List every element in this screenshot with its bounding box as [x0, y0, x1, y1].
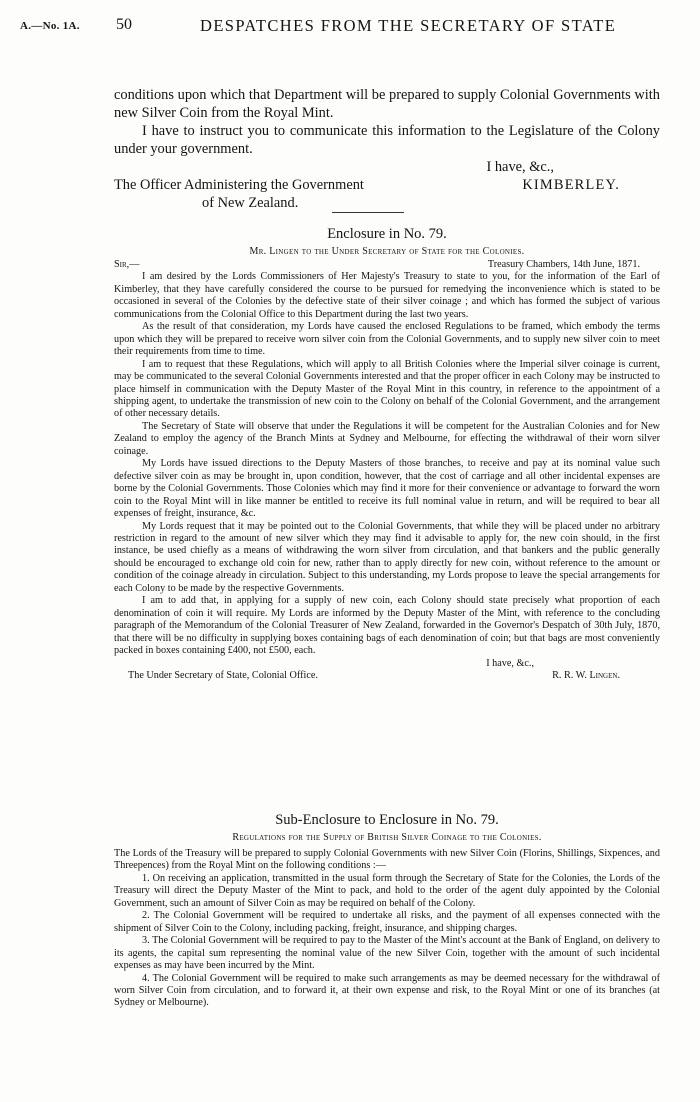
- despatch-addressee-colony: of New Zealand.: [202, 195, 299, 211]
- despatch-paragraph: I have to instruct you to communicate this information to the Legislature of the Colony under your government.: [114, 123, 660, 157]
- page-number: 50: [116, 16, 132, 33]
- enclosure-paragraph: The Secretary of State will observe that under the Regulations it will be competent for the Australian Colonies and for New Zealand to employ the agency of the Branch Mints at Sydney and Melbourne, for effecting the withdrawal of their worn silver coinage.: [114, 420, 660, 457]
- enclosure-paragraph: As the result of that consideration, my Lords have caused the enclosed Regulations to be framed, which embody the terms upon which they will be prepared to receive worn silver coin from the Colonial Governments, and to supply new silver coin to meet their requirements from time to time.: [114, 321, 660, 358]
- running-header: [20, 14, 682, 38]
- despatch-signature-row: [114, 176, 660, 194]
- dateline: Treasury Chambers, 14th June, 1871.: [487, 259, 640, 270]
- enclosure-closing: I have, &c.,: [486, 657, 534, 669]
- document-reference: A.—No. 1A.: [20, 20, 80, 32]
- enclosure-paragraph: I am desired by the Lords Commissioners of Her Majesty's Treasury to state to you, for the information of the Earl of Kimberley, that they have carefully considered the course to be pursued for remedying the inconvenience which is stated to be occasioned in several of the Colonies by the defective state of their silver coinage ; and which has formed the subject of various communications from the Colonial Office to this Department during the last two years.: [114, 271, 660, 320]
- despatch-signature: KIMBERLEY.: [522, 177, 620, 193]
- regulations-intro: The Lords of the Treasury will be prepared to supply Colonial Governments with new Silver Coin (Florins, Shillings, Sixpences, and Threepences) from the Royal Mint on the following conditions :—: [114, 848, 660, 872]
- sub-enclosure-subheading: Regulations for the Supply of British Silver Coinage to the Colonies.: [232, 832, 542, 843]
- enclosure-paragraph: My Lords request that it may be pointed out to the Colonial Governments, that while they will be placed under no arbitrary restriction in regard to the amount of new silver which they may find it advisable to apply for, the new coin should, in the first instance, be used chiefly as a means of withdrawing the worn silver from circulation, and that bankers and the public generally should be encouraged to exchange old coin for new, rather than to apply directly for new coin, without reference to the amount or condition of the coinage already in circulation. Subject to this understanding, my Lords propose to leave the special arrangements for each Colony to be made by the respective Governments.: [114, 520, 660, 594]
- regulation-item: 1. On receiving an application, transmitted in the usual form through the Secretary of State for the Colonies, the Lords of the Treasury will direct the Deputy Master of the Mint to pack, and hold to the order of the agent duly appointed by the Colonial Government, such an amount of Silver Coin as may be required on behalf of the Colony.: [114, 872, 660, 909]
- enclosure-paragraph: My Lords have issued directions to the Deputy Masters of those branches, to receive and pay at its nominal value such defective silver coin as may be brought in, upon condition, however, that the cost of carriage and all other incidental expenses are borne by the Colonial Governments. Those Colonies which may find it more for their convenience or advantage to forward the worn coin to the Royal Mint will in like manner be entitled to receive its full nominal value in return, and will be required to bear all expenses of freight, insurance, &c.: [114, 458, 660, 520]
- despatch-paragraph: conditions upon which that Department will be prepared to supply Colonial Governments with new Silver Coin from the Royal Mint.: [114, 87, 660, 121]
- enclosure-paragraph: I am to request that these Regulations, which will apply to all British Colonies where the Imperial silver coinage is current, may be communicated to the several Colonial Governments interested and that the proper officer in each Colony may be instructed to place himself in communication with the Deputy Master of the Royal Mint in this country, in reference to the appointment of a shipping agent, to undertake the transmission of new coin to the Colony on behalf of the Colonial Government, and the arrangement of other necessary details.: [114, 358, 660, 420]
- enclosure-letter: [114, 259, 660, 682]
- enclosure-addressee: The Under Secretary of State, Colonial Office.: [128, 669, 318, 681]
- despatch-ending: [114, 86, 660, 212]
- despatch-addressee: The Officer Administering the Government: [114, 177, 364, 193]
- salutation: Sir,—: [114, 259, 140, 270]
- regulation-item: 2. The Colonial Government will be required to undertake all risks, and the payment of all expenses connected with the shipment of Silver Coin to the Colony, including packing, freight, insurance, and shipping charges.: [114, 910, 660, 934]
- regulation-item: 3. The Colonial Government will be required to pay to the Master of the Mint's account at the Bank of England, on delivery to its agents, the capital sum representing the nominal value of the new Silver Coin, together with the amount of such incidental expenses as may have been incurred by the Mint.: [114, 935, 660, 972]
- enclosure-paragraph: I am to add that, in applying for a supply of new coin, each Colony should state precisely what proportion of each denomination of coin it will require. My Lords are informed by the Deputy Master of the Mint, with reference to the concluding paragraph of the Memorandum of the Colonial Treasurer of New Zealand, forwarded in the Governor's Despatch of 30th July, 1870, that there will be no difficulty in supplying boxes containing bags of each denomination of coin; but that bags are most conveniently packed in boxes containing £400, not £500, each.: [114, 595, 660, 657]
- section-divider: [332, 212, 404, 213]
- enclosure-signature: R. R. W. Lingen.: [552, 669, 620, 681]
- enclosure-heading: Enclosure in No. 79.: [327, 226, 447, 242]
- regulations: [114, 848, 660, 1010]
- despatch-closing: I have, &c.,: [486, 159, 554, 175]
- regulation-item: 4. The Colonial Government will be required to make such arrangements as may be deemed necessary for the withdrawal of worn Silver Coin from circulation, and to forward it, at their own expense and risk, to the Royal Mint or one of its branches (at Sydney or Melbourne).: [114, 972, 660, 1009]
- enclosure-signature-row: [114, 670, 660, 682]
- enclosure-dateline-row: [114, 259, 660, 271]
- sub-enclosure-heading: Sub-Enclosure to Enclosure in No. 79.: [275, 812, 499, 828]
- running-title: DESPATCHES FROM THE SECRETARY OF STATE: [200, 16, 617, 35]
- enclosure-subheading: Mr. Lingen to the Under Secretary of State for the Colonies.: [249, 246, 525, 257]
